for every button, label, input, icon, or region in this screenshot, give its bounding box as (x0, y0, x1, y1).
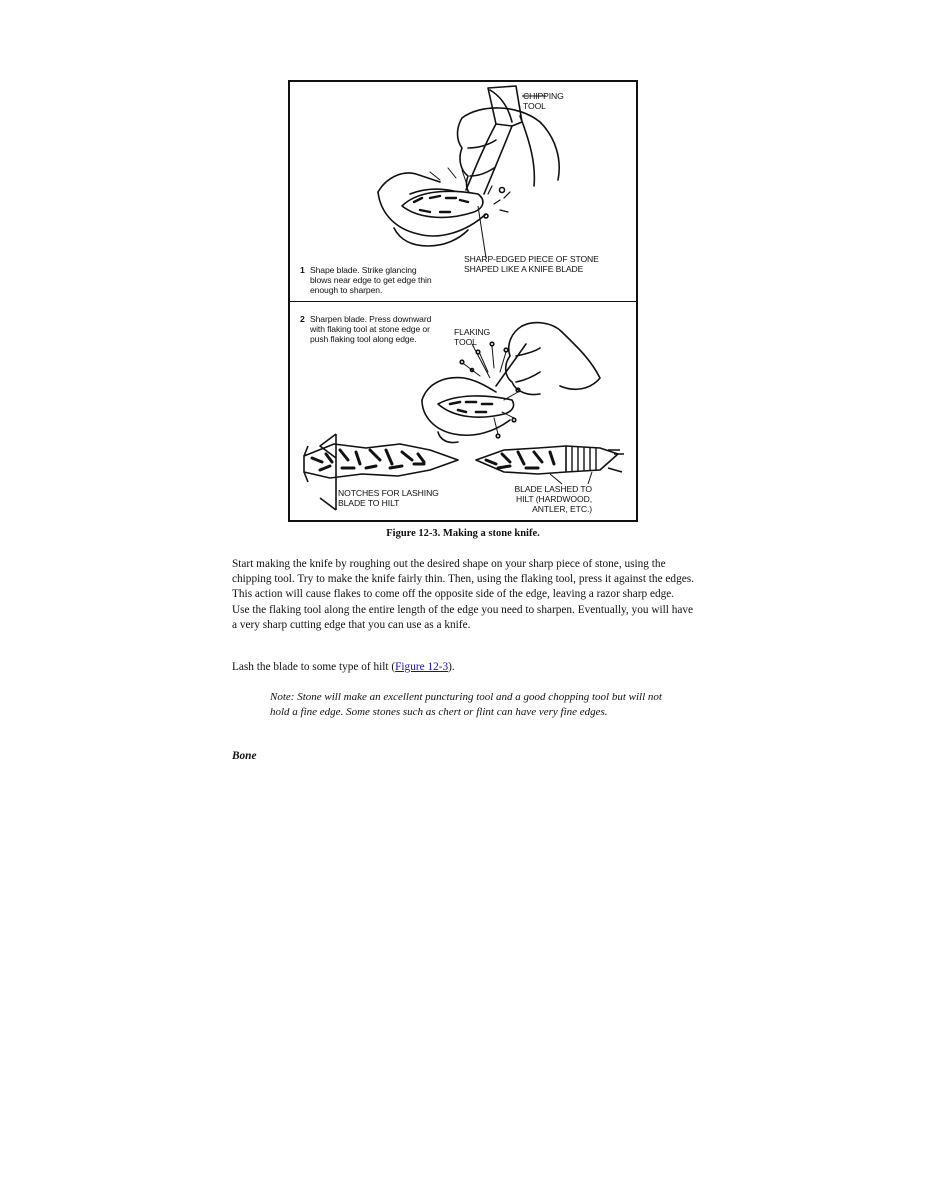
paragraph2-prefix: Lash the blade to some type of hilt ( (232, 661, 396, 673)
lashed-knife-illustration (476, 446, 624, 474)
note-paragraph: Note: Stone will make an excellent puncturing tool and a good chopping tool but will not hold a fine edge. Some stones such as chert or flint can have very fine edges. (270, 691, 662, 718)
label-blade-lashed: BLADE LASHED TO HILT (HARDWOOD, ANTLER, ETC.) (514, 484, 592, 514)
section-heading-bone: Bone (232, 750, 257, 762)
label-notches: NOTCHES FOR LASHING BLADE TO HILT (338, 488, 439, 508)
label-stone-piece: SHARP-EDGED PIECE OF STONE SHAPED LIKE A KNIFE BLADE (464, 254, 599, 274)
label-step2-text: Sharpen blade. Press downward with flaking tool at stone edge or push flaking tool along edge. (310, 314, 432, 344)
label-step1-text: Shape blade. Strike glancing blows near edge to get edge thin enough to sharpen. (310, 265, 432, 295)
panel-divider (290, 301, 636, 302)
body-paragraph-2 (232, 660, 694, 675)
label-flaking-tool: FLAKING TOOL (454, 327, 491, 347)
step2-number: 2 (300, 314, 305, 324)
label-step1-number (300, 265, 305, 275)
figure-caption: Figure 12-3. Making a stone knife. (386, 528, 540, 539)
figure-12-3 (288, 80, 638, 522)
step1-number: 1 (300, 265, 305, 275)
body-paragraph-1: Start making the knife by roughing out the desired shape on your sharp piece of stone, using the chipping tool. Try to make the knife fairly thin. Then, using the flaking tool, press it against the edges. This action will cause flakes to come off the opposite side of the edge, leaving a razor sharp edge. Use the flaking tool along the entire length of the edge you need to sharpen. Eventually, you will have a very sharp cutting edge that you can use as a knife. (232, 558, 694, 631)
paragraph2-suffix: ). (448, 661, 455, 673)
label-chipping-tool: CHIPPING TOOL (523, 91, 564, 111)
figure-12-3-link[interactable]: Figure 12-3 (395, 661, 449, 673)
label-step2-number (300, 314, 305, 324)
